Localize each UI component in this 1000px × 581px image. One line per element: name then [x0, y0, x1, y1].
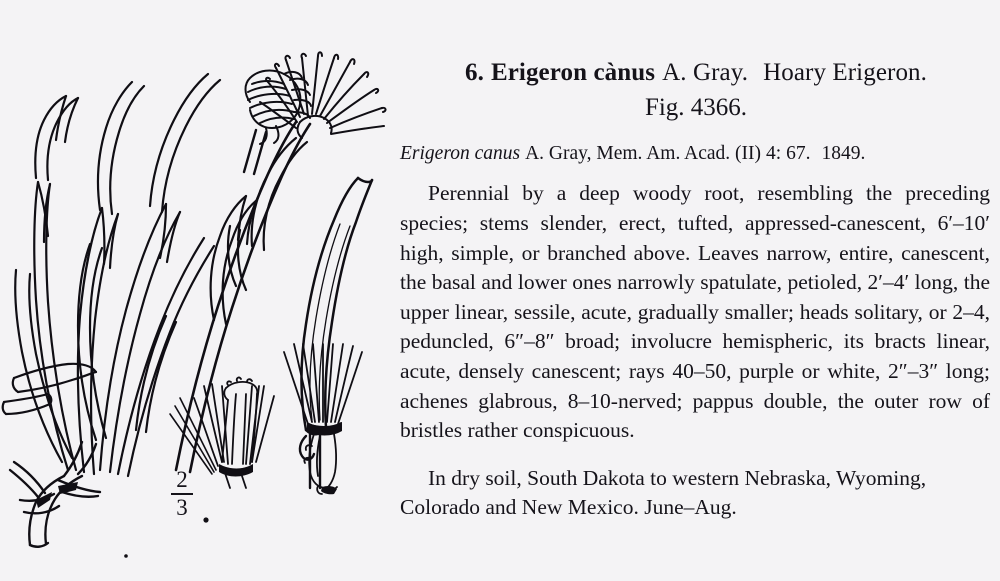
habitat-range: In dry soil, South Dakota to western Nebraska, Wyoming, Colorado and New Mexico. June–Aug.	[400, 465, 927, 520]
spatulate-leaf-left-2	[3, 394, 52, 414]
text-column	[400, 0, 992, 581]
scientific-name: Erigeron cànus	[490, 59, 656, 86]
main-stem	[176, 122, 310, 472]
ink-speckles	[124, 517, 208, 557]
spatulate-leaf-main	[302, 178, 373, 434]
detail-achene	[284, 344, 362, 494]
scale-fraction	[160, 468, 204, 520]
citation-source: A. Gray, Mem. Am. Acad. (II)	[525, 143, 761, 164]
citation-name: Erigeron canus	[400, 143, 521, 164]
citation-colon: :	[775, 143, 782, 164]
upper-left-leaves	[35, 74, 220, 214]
plant-illustration	[0, 0, 392, 581]
species-number: 6.	[464, 59, 484, 86]
scale-numerator: 2	[176, 467, 188, 492]
publication-citation	[400, 121, 992, 165]
citation-page: 67.	[786, 143, 811, 164]
common-name: Hoary Erigeron.	[763, 59, 928, 86]
root-crown	[10, 442, 100, 547]
flower-peduncle	[244, 130, 266, 174]
detail-floret-base	[219, 464, 253, 477]
species-heading	[400, 0, 992, 90]
figure-number: Fig. 4366.	[644, 93, 748, 121]
flower-head-open	[260, 52, 386, 138]
species-description: Perennial by a deep woody root, resembling the preceding species; stems slender, erect, tufted, appressed-canescent, 6′–10′ high, simple, or branched above. Leaves narrow, entire, canescent, the basal and lower ones narrowly spatulate, petioled, 2′–4′ long, the upper linear, sessile, acute, gradually smaller; heads solitary, or 2–4, peduncled, 6″–8″ broad; involucre hemispheric, its bracts linear, acute, densely canescent; rays 40–50, purple or white, 2″–3″ long; achenes glabrous, 8–10-nerved; pappus double, the outer row of bristles rather conspicuous.	[400, 181, 990, 443]
authority: A. Gray.	[662, 59, 749, 86]
citation-year: 1849.	[821, 143, 866, 164]
scale-denominator: 3	[176, 494, 188, 520]
citation-volume: 4	[766, 143, 776, 164]
